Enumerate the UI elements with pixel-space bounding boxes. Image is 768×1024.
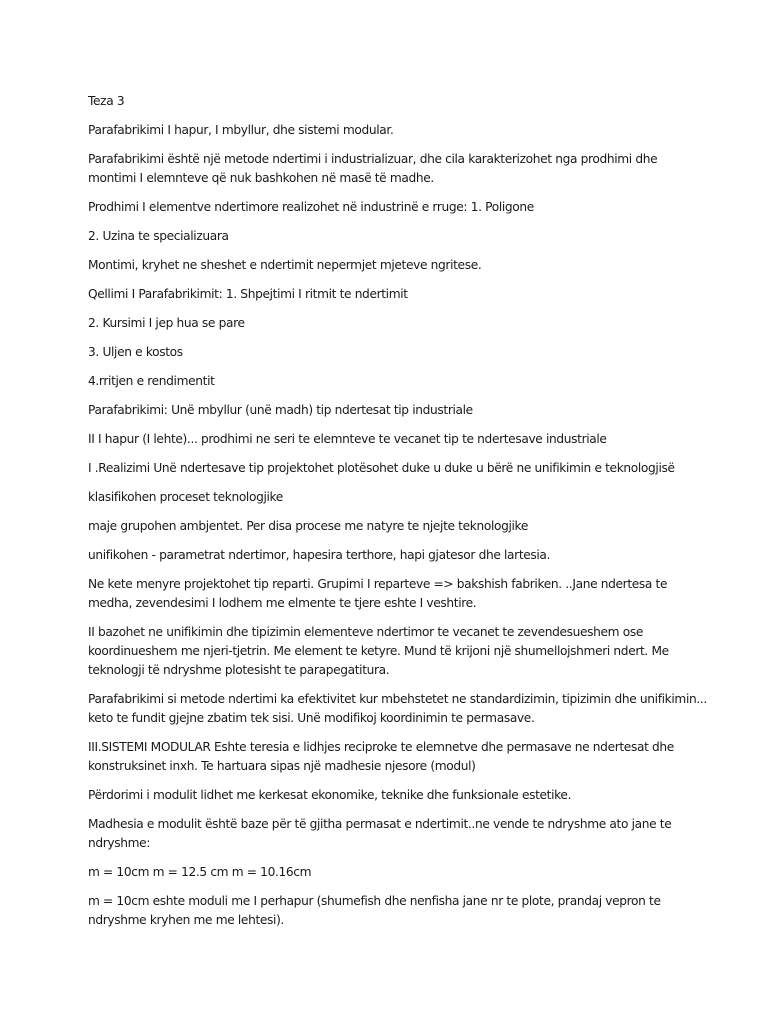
paragraph: 2. Uzina te specializuara xyxy=(88,229,229,243)
paragraph: II I hapur (I lehte)... prodhimi ne seri te elemnteve te vecanet tip te ndertesave industriale xyxy=(88,432,607,446)
doc-title: Teza 3 xyxy=(88,94,125,108)
paragraph: Madhesia e modulit është baze për të gjitha permasat e ndertimit..ne vende te ndryshme ato jane te ndryshme: xyxy=(88,817,672,850)
paragraph: Ne kete menyre projektohet tip reparti. Grupimi I reparteve => bakshish fabriken. ..Jane ndertesa te medha, zevendesimi I lodhem me elmente te tjere eshte I veshtire. xyxy=(88,577,668,610)
paragraph: II bazohet ne unifikimin dhe tipizimin elementeve ndertimor te vecanet te zevendesueshem ose koordinueshem me njeri-tjetrin. Me element te ketyre. Mund të krijoni një shumellojshmeri ndert. Me teknologji të ndryshme plotesisht te parapegatitura. xyxy=(88,625,669,677)
document-body xyxy=(88,92,708,940)
paragraph: Montimi, kryhet ne sheshet e ndertimit nepermjet mjeteve ngritese. xyxy=(88,258,482,272)
paragraph: maje grupohen ambjentet. Per disa procese me natyre te njejte teknologjike xyxy=(88,519,528,533)
paragraph: III.SISTEMI MODULAR Eshte teresia e lidhjes reciproke te elemnetve dhe permasave ne ndertesat dhe konstruksinet inxh. Te hartuara sipas një madhesie njesore (modul) xyxy=(88,740,674,773)
paragraph: 4.rritjen e rendimentit xyxy=(88,374,215,388)
paragraph: Përdorimi i modulit lidhet me kerkesat ekonomike, teknike dhe funksionale estetike. xyxy=(88,788,572,802)
paragraph: Prodhimi I elementve ndertimore realizohet në industrinë e rruge: 1. Poligone xyxy=(88,200,534,214)
paragraph: 3. Uljen e kostos xyxy=(88,345,183,359)
paragraph: m = 10cm eshte moduli me I perhapur (shumefish dhe nenfisha jane nr te plote, prandaj vepron te ndryshme kryhen me me lehtesi). xyxy=(88,894,661,927)
paragraph: 2. Kursimi I jep hua se pare xyxy=(88,316,245,330)
doc-subtitle: Parafabrikimi I hapur, I mbyllur, dhe sistemi modular. xyxy=(88,123,394,137)
paragraph: Parafabrikimi është një metode ndertimi i industrializuar, dhe cila karakterizohet nga prodhimi dhe montimi I elemnteve që nuk bashkohen në masë të madhe. xyxy=(88,152,658,185)
paragraph: Qellimi I Parafabrikimit: 1. Shpejtimi I ritmit te ndertimit xyxy=(88,287,408,301)
paragraph: Parafabrikimi si metode ndertimi ka efektivitet kur mbehstetet ne standardizimin, tipizimin dhe unifikimin... keto te fundit gjejne zbatim tek sisi. Unë modifikoj koordinimin te permasave. xyxy=(88,692,707,725)
paragraph: m = 10cm m = 12.5 cm m = 10.16cm xyxy=(88,865,312,879)
paragraph: klasifikohen proceset teknologjike xyxy=(88,490,283,504)
paragraph: I .Realizimi Unë ndertesave tip projektohet plotësohet duke u duke u bërë ne unifikimin e teknologjisë xyxy=(88,461,675,475)
paragraph: unifikohen - parametrat ndertimor, hapesira terthore, hapi gjatesor dhe lartesia. xyxy=(88,548,551,562)
paragraph: Parafabrikimi: Unë mbyllur (unë madh) tip ndertesat tip industriale xyxy=(88,403,473,417)
